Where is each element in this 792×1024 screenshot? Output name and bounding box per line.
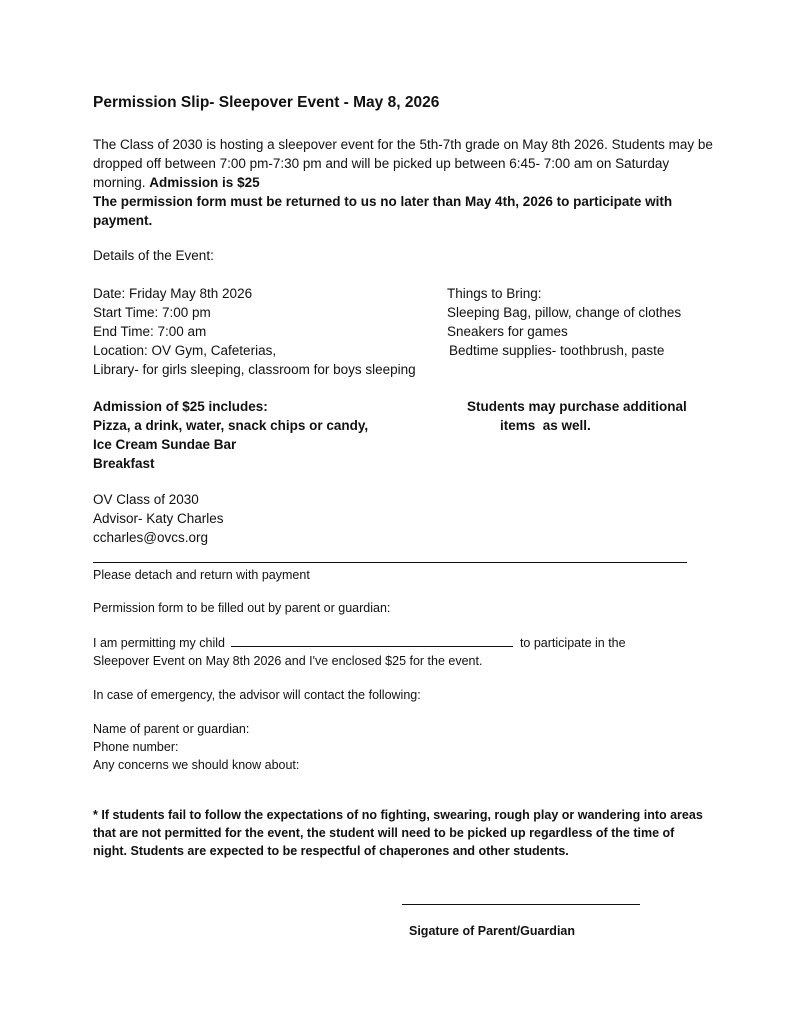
signature-label: Sigature of Parent/Guardian bbox=[409, 924, 576, 938]
includes-item: Breakfast bbox=[93, 456, 155, 471]
includes-heading: Admission of $25 includes: bbox=[93, 399, 268, 414]
purchase-note bbox=[467, 397, 687, 435]
includes-list bbox=[93, 397, 368, 473]
permit-line-2: Sleepover Event on May 8th 2026 and I've enclosed $25 for the event. bbox=[93, 654, 483, 668]
contact-fields bbox=[93, 720, 299, 774]
detail-location-cont: Library- for girls sleeping, classroom for boys sleeping bbox=[93, 362, 416, 377]
deadline-text: The permission form must be returned to us no later than May 4th, 2026 to participate with payment. bbox=[93, 194, 673, 228]
detail-location: Location: OV Gym, Cafeterias, bbox=[93, 343, 277, 358]
purchase-note-line: items as well. bbox=[500, 418, 591, 433]
detail-date: Date: Friday May 8th 2026 bbox=[93, 286, 253, 301]
contact-block bbox=[93, 490, 224, 547]
behavior-notice: * If students fail to follow the expectations of no fighting, swearing, rough play or wandering into areas that are not permitted for the event, the student will need to be picked up regardless of the time of night. Students are expected to be respectful of chaperones and other students. bbox=[93, 808, 703, 858]
includes-item: Ice Cream Sundae Bar bbox=[93, 437, 237, 452]
includes-item: Pizza, a drink, water, snack chips or candy, bbox=[93, 418, 369, 433]
permit-prefix: I am permitting my child bbox=[93, 636, 225, 650]
contact-email: ccharles@ovcs.org bbox=[93, 530, 208, 545]
things-to-bring bbox=[447, 284, 681, 360]
fill-note: Permission form to be filled out by parent or guardian: bbox=[93, 601, 391, 615]
detail-end-time: End Time: 7:00 am bbox=[93, 324, 207, 339]
contact-org: OV Class of 2030 bbox=[93, 492, 199, 507]
child-name-blank[interactable] bbox=[231, 634, 513, 647]
emergency-note: In case of emergency, the advisor will contact the following: bbox=[93, 688, 421, 702]
intro-paragraph bbox=[93, 135, 713, 230]
bring-item: Sneakers for games bbox=[447, 324, 568, 339]
purchase-note-line: Students may purchase additional bbox=[467, 399, 687, 414]
permit-suffix: to participate in the bbox=[519, 636, 626, 650]
bring-item: Bedtime supplies- toothbrush, paste bbox=[449, 343, 665, 358]
detach-divider bbox=[93, 562, 687, 563]
admission-price: Admission is $25 bbox=[149, 175, 260, 190]
field-concerns[interactable]: Any concerns we should know about: bbox=[93, 758, 300, 772]
bring-heading: Things to Bring: bbox=[447, 286, 542, 301]
detail-start-time: Start Time: 7:00 pm bbox=[93, 305, 211, 320]
detach-note: Please detach and return with payment bbox=[93, 568, 310, 582]
field-phone[interactable]: Phone number: bbox=[93, 740, 179, 754]
bring-item: Sleeping Bag, pillow, change of clothes bbox=[447, 305, 682, 320]
details-heading: Details of the Event: bbox=[93, 248, 214, 263]
page-title: Permission Slip- Sleepover Event - May 8, 2026 bbox=[93, 94, 440, 111]
permit-line bbox=[93, 634, 626, 652]
contact-advisor: Advisor- Katy Charles bbox=[93, 511, 224, 526]
field-parent-name[interactable]: Name of parent or guardian: bbox=[93, 722, 250, 736]
intro-text: The Class of 2030 is hosting a sleepover event for the 5th-7th grade on May 8th 2026. Students may be dropped off between 7:00 pm-7:30 pm and will be picked up between 6:45- 7:00 am on Saturday morning. bbox=[93, 137, 713, 190]
details-left bbox=[93, 284, 416, 379]
signature-line[interactable] bbox=[402, 904, 640, 905]
